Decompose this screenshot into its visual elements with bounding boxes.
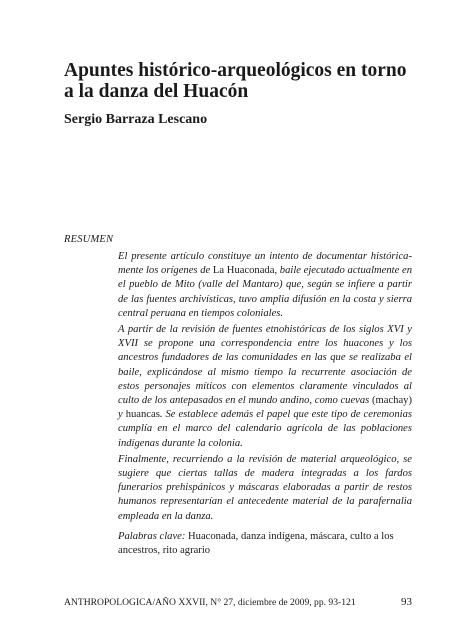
journal-citation: ANTHROPOLOGICA/AÑO XXVII, N° 27, diciembre de 2009, pp. 93-121	[64, 597, 356, 608]
keywords-list: Huaconada, danza indígena, máscara, culto a los ancestros, rito agrario	[118, 530, 394, 557]
keywords-label: Palabras clave:	[118, 530, 186, 542]
text-run: (machay)	[372, 395, 412, 407]
keywords	[118, 530, 412, 558]
abstract-body	[118, 250, 412, 560]
text-run: , baile ejecutado actualmente en el pueblo de Mito (valle del Mantaro) que, según se infiere a partir de las fuentes archivísticas, tuvo amplia difusión en la costa y sierra central peruana en tiempos coloniales.	[118, 265, 412, 319]
page-footer	[64, 596, 412, 608]
abstract-paragraph-3	[118, 453, 412, 524]
text-run: A partir de la revisión de fuentes etnohistóricas de los siglos XVI y XVII se propone una correspondencia entre los huacones y los ancestros fundadores de las comunidades en las que se realizaba el baile, explicándose al mismo tiempo la recurrente asociación de estos personajes míticos con elementos claramente vinculados al culto de los antepasados en el mundo andino, como cuevas	[118, 324, 412, 407]
article-title-line-2: a la danza del Huacón	[64, 81, 249, 102]
text-run: . Se establece además el papel que este tipo de ceremonias cumplía en el marco del calendario agrícola de las poblaciones indígenas durante la colonia.	[118, 409, 413, 449]
abstract-paragraph-1	[118, 250, 412, 321]
text-run: Finalmente, recurriendo a la revisión de material arqueológico, se sugiere que ciertas tallas de madera integradas a los fardos funerarios prehispánicos y máscaras elaboradas a partir de restos humanos representarían el antecedente material de la parafernalia empleada en la danza.	[118, 453, 412, 522]
text-run: El presente artículo constituye un intento de documentar histórica-mente los orígenes de	[118, 251, 412, 277]
abstract-label: RESUMEN	[64, 234, 114, 245]
page-number: 93	[401, 596, 412, 608]
text-run: y	[118, 409, 126, 421]
author-name: Sergio Barraza Lescano	[64, 112, 208, 127]
abstract-paragraph-2	[118, 323, 412, 451]
article-title	[64, 60, 424, 102]
article-title-line-1: Apuntes histórico-arqueológicos en torno	[64, 60, 407, 81]
text-run: huancas	[125, 409, 160, 421]
text-run: La Huaconada	[212, 265, 275, 277]
